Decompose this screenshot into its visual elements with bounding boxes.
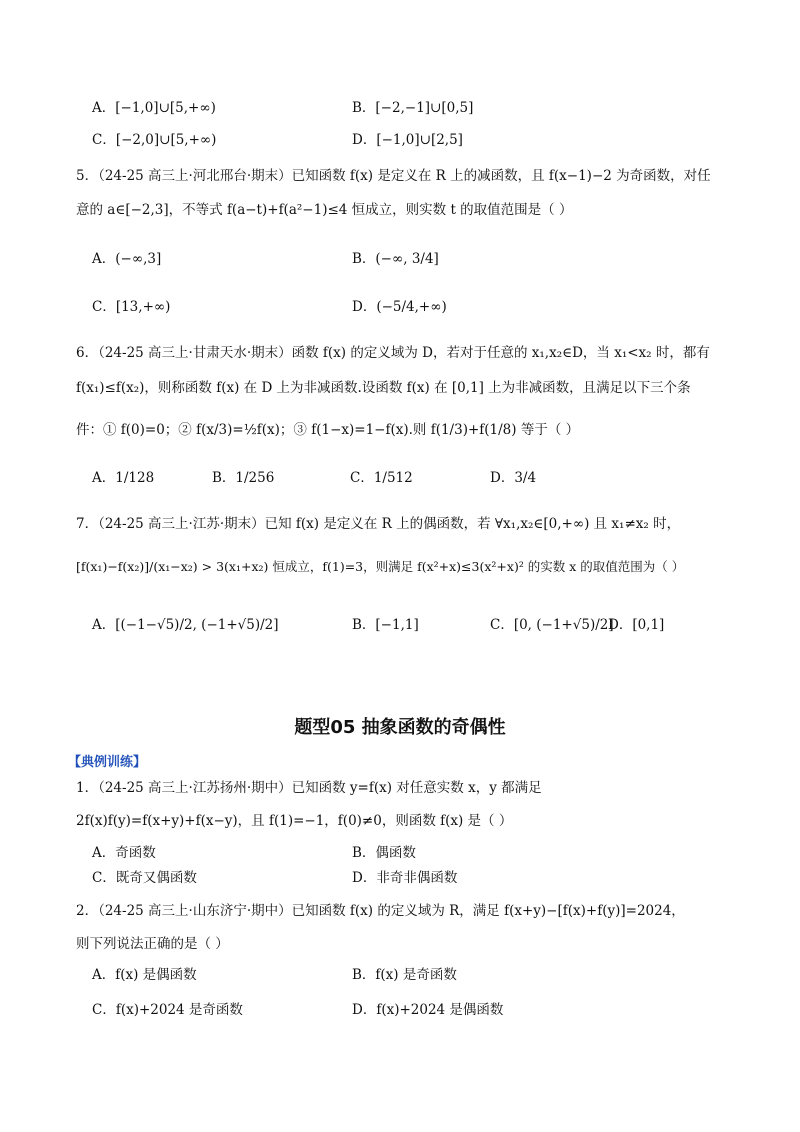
q7-line-2: [f(x₁)−f(x₂)]/(x₁−x₂) > 3(x₁+x₂) 恒成立，f(1)=3，则满足 f(x²+x)≤3(x²+x)² 的实数 x 的取值范围为（ ） bbox=[76, 559, 685, 574]
prev-option-d: D．[−1,0]∪[2,5] bbox=[352, 132, 463, 148]
p2-option-c: C．f(x)+2024 是奇函数 bbox=[92, 1002, 243, 1018]
q7-option-b: B．[−1,1] bbox=[352, 617, 419, 633]
q5-line-1: 5．（24-25 高三上·河北邢台·期末）已知函数 f(x) 是定义在 R 上的减函数，且 f(x−1)−2 为奇函数，对任 bbox=[76, 168, 711, 184]
q7-option-a: A．[(−1−√5)/2, (−1+√5)/2] bbox=[92, 617, 279, 633]
prev-option-b: B．[−2,−1]∪[0,5] bbox=[352, 100, 474, 116]
prev-options-row-1 bbox=[0, 96, 800, 126]
p2-options-row-1 bbox=[0, 963, 800, 993]
q5-option-c: C．[13,+∞) bbox=[92, 299, 171, 315]
p1-option-a: A．奇函数 bbox=[92, 845, 156, 861]
section-tag: 【典例训练】 bbox=[68, 755, 147, 770]
q7-line-1: 7．（24-25 高三上·江苏·期末）已知 f(x) 是定义在 R 上的偶函数，若 ∀x₁,x₂∈[0,+∞) 且 x₁≠x₂ 时， bbox=[76, 516, 681, 532]
q7-option-c: C．[0, (−1+√5)/2] bbox=[490, 617, 614, 633]
prev-option-a: A．[−1,0]∪[5,+∞) bbox=[92, 100, 216, 116]
q5-option-a: A．(−∞,3] bbox=[92, 251, 162, 267]
q6-line-2: f(x₁)≤f(x₂)，则称函数 f(x) 在 D 上为非减函数.设函数 f(x) 在 [0,1] 上为非减函数，且满足以下三个条 bbox=[76, 380, 691, 396]
q6-line-1: 6．（24-25 高三上·甘肃天水·期末）函数 f(x) 的定义域为 D，若对于任意的 x₁,x₂∈D，当 x₁<x₂ 时，都有 bbox=[76, 345, 710, 361]
q7-option-d: D．[0,1] bbox=[608, 617, 665, 633]
q5-line-2: 意的 a∈[−2,3]，不等式 f(a−t)+f(a²−1)≤4 恒成立，则实数 t 的取值范围是（ ） bbox=[76, 202, 573, 218]
prev-options-row-2 bbox=[0, 128, 800, 158]
p1-option-c: C．既奇又偶函数 bbox=[92, 870, 197, 886]
p2-option-d: D．f(x)+2024 是偶函数 bbox=[352, 1002, 504, 1018]
q5-options-row-2 bbox=[0, 295, 800, 325]
q5-option-d: D．(−5/4,+∞) bbox=[352, 299, 447, 315]
p1-option-b: B．偶函数 bbox=[352, 845, 416, 861]
q5-option-b: B．(−∞, 3/4] bbox=[352, 251, 439, 267]
q7-options-row bbox=[0, 613, 800, 643]
p2-line-1: 2．（24-25 高三上·山东济宁·期中）已知函数 f(x) 的定义域为 R，满足 f(x+y)−[f(x)+f(y)]=2024， bbox=[76, 903, 685, 919]
q6-option-d: D．3/4 bbox=[490, 470, 537, 486]
q6-options-row bbox=[0, 466, 800, 496]
p2-option-a: A．f(x) 是偶函数 bbox=[92, 967, 197, 983]
q6-option-a: A．1/128 bbox=[92, 470, 155, 486]
q5-options-row-1 bbox=[0, 247, 800, 277]
p1-line-1: 1．（24-25 高三上·江苏扬州·期中）已知函数 y=f(x) 对任意实数 x，y 都满足 bbox=[76, 780, 542, 796]
p2-option-b: B．f(x) 是奇函数 bbox=[352, 967, 457, 983]
p1-options-row-2 bbox=[0, 866, 800, 896]
q6-option-c: C．1/512 bbox=[350, 470, 413, 486]
p2-line-2: 则下列说法正确的是（ ） bbox=[76, 936, 229, 952]
q6-option-b: B．1/256 bbox=[212, 470, 275, 486]
p2-options-row-2 bbox=[0, 998, 800, 1028]
q6-line-3: 件：① f(0)=0；② f(x/3)=½f(x)；③ f(1−x)=1−f(x).则 f(1/3)+f(1/8) 等于（ ） bbox=[76, 422, 580, 438]
p1-line-2: 2f(x)f(y)=f(x+y)+f(x−y)，且 f(1)=−1，f(0)≠0，则函数 f(x) 是（ ） bbox=[76, 813, 513, 829]
p1-option-d: D．非奇非偶函数 bbox=[352, 870, 458, 886]
prev-option-c: C．[−2,0]∪[5,+∞) bbox=[92, 132, 217, 148]
section-title: 题型05 抽象函数的奇偶性 bbox=[294, 717, 506, 738]
